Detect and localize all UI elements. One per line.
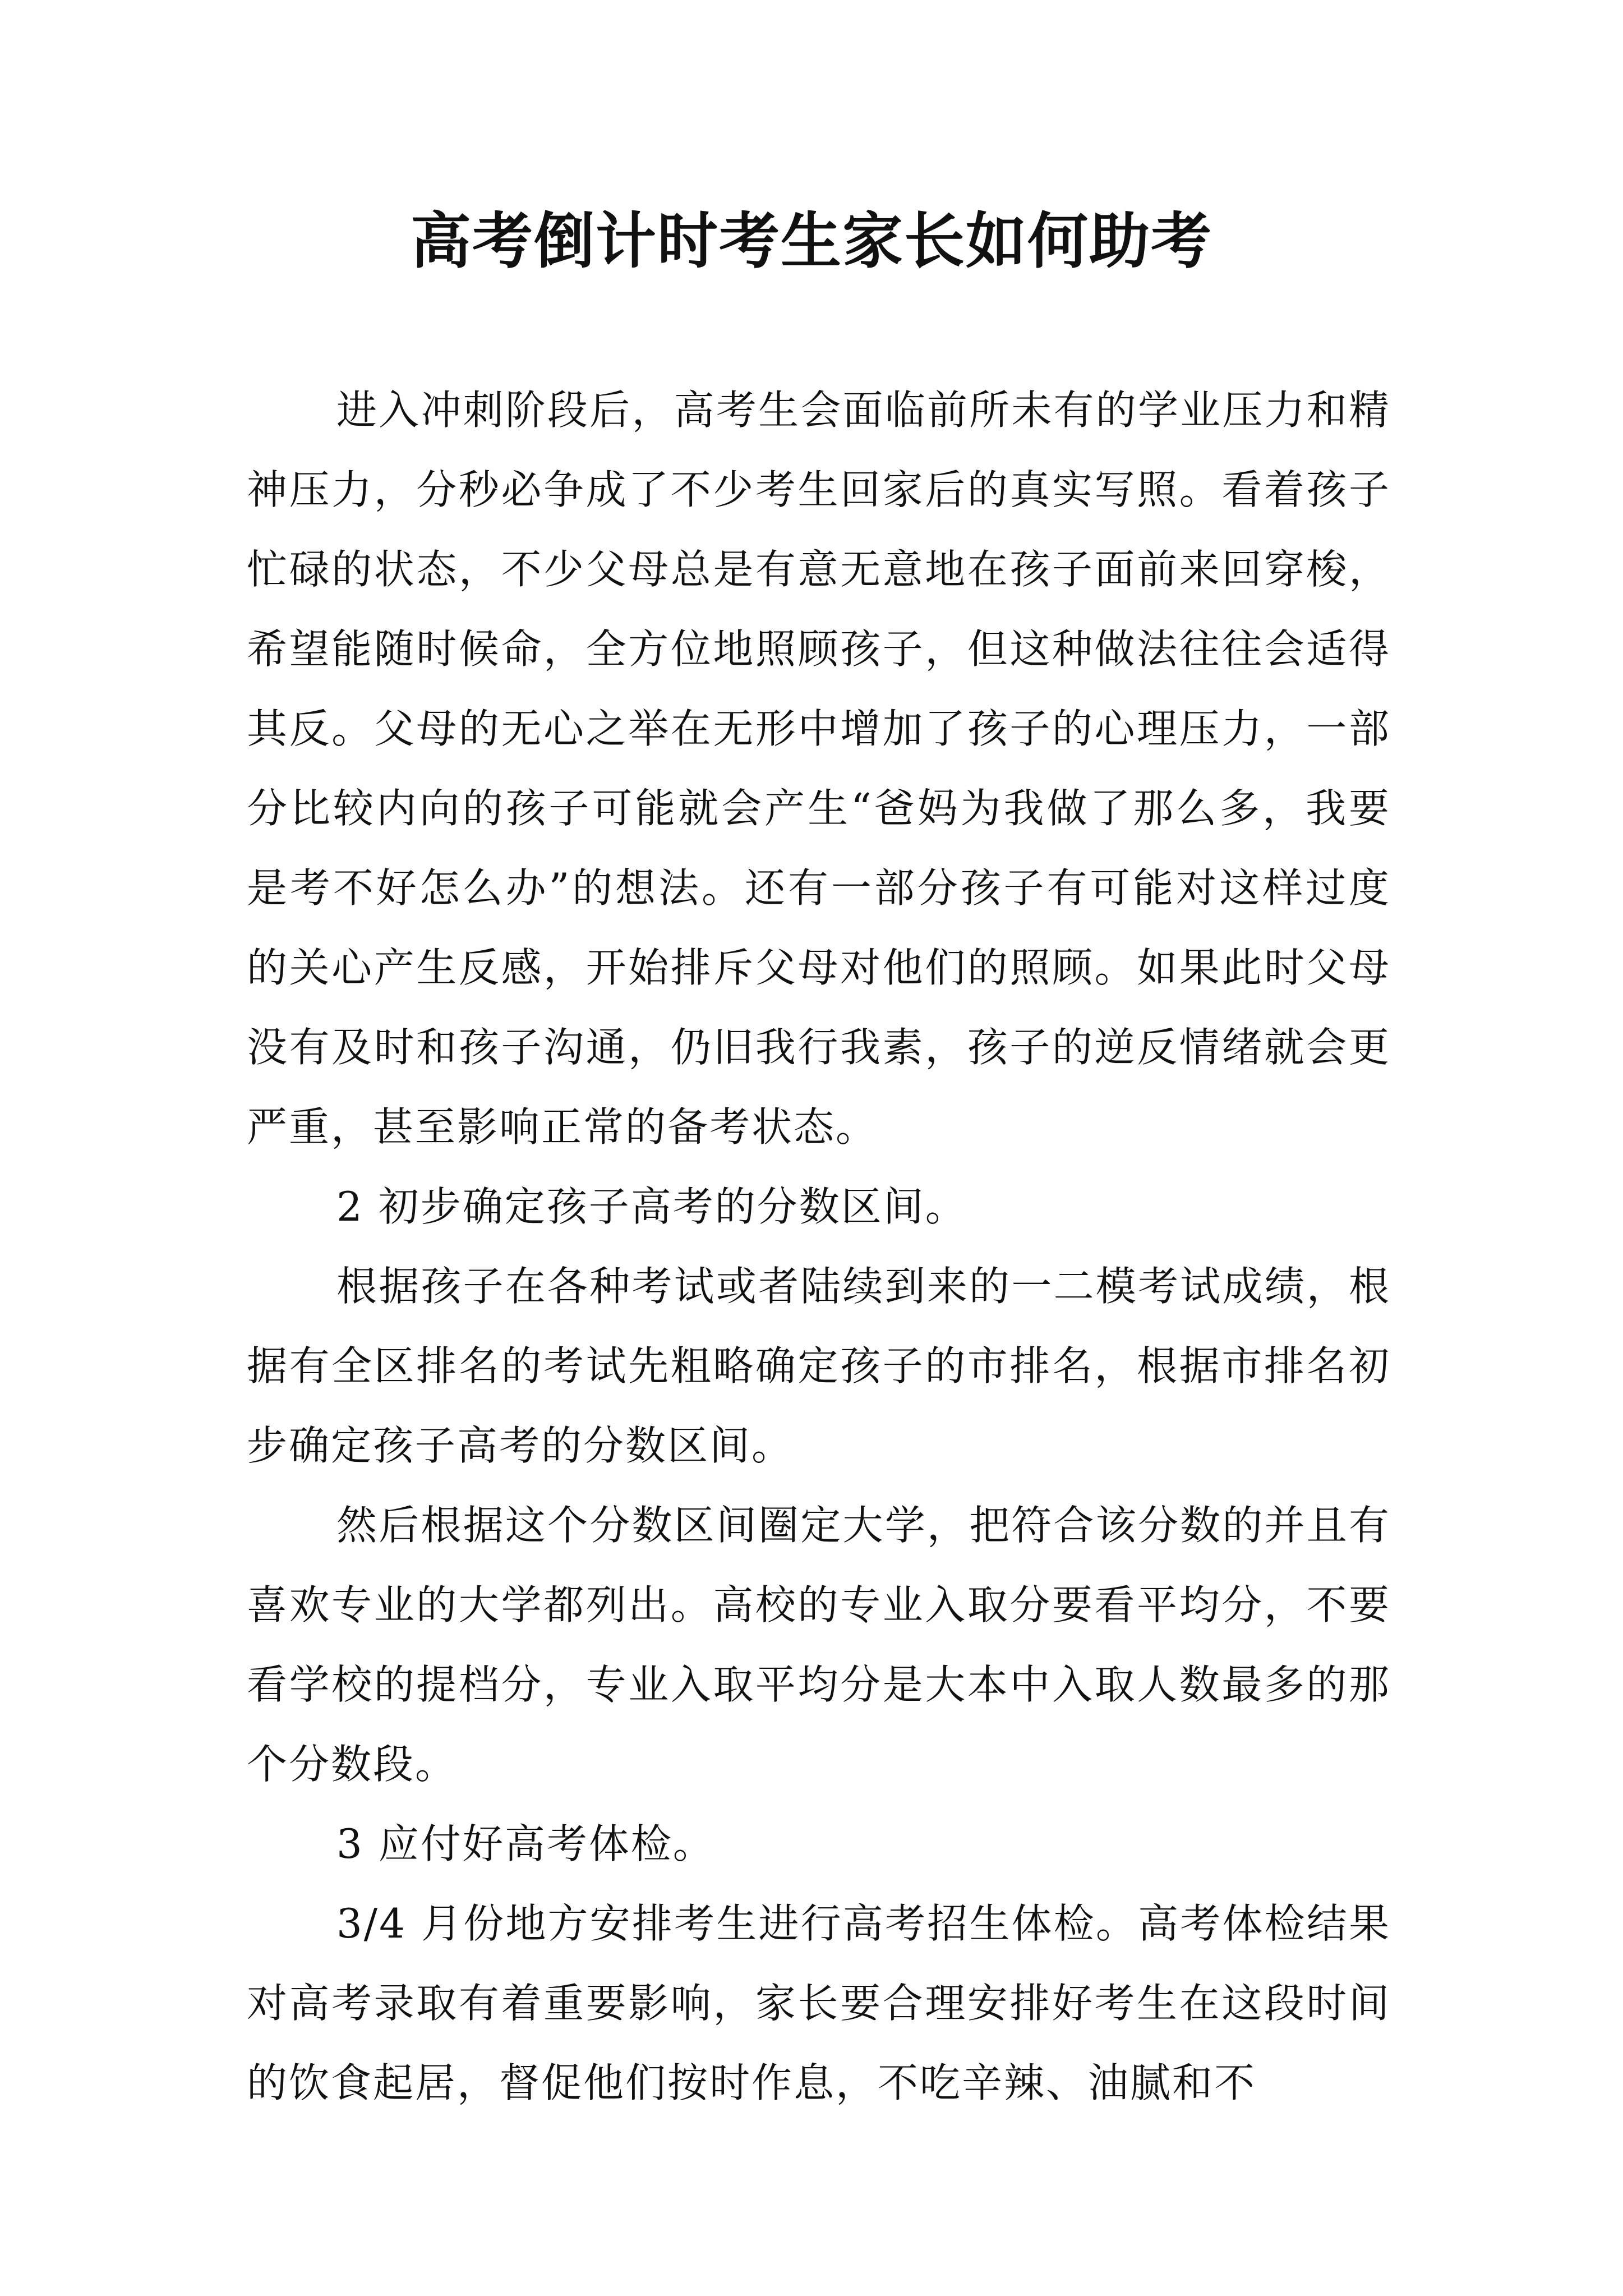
paragraph-physical-exam: 3/4 月份地方安排考生进行高考招生体检。高考体检结果对高考录取有着重要影响，家长要合理安排好考生在这段时间的饮食起居，督促他们按时作息，不吃辛辣、油腻和不 [247,1900,1391,2106]
document-title: 高考倒计时考生家长如何助考 [410,206,1212,277]
paragraph-university-selection: 然后根据这个分数区间圈定大学，把符合该分数的并且有喜欢专业的大学都列出。高校的专业入取分要看平均分，不要看学校的提档分，专业入取平均分是大本中入取人数最多的那个分数段。 [247,1502,1391,1788]
document-body [247,370,1391,2123]
paragraph-heading-2: 2 初步确定孩子高考的分数区间。 [336,1183,967,1230]
paragraph-heading-3: 3 应付好高考体检。 [336,1820,715,1867]
paragraph-score-range: 根据孩子在各种考试或者陆续到来的一二模考试成绩，根据有全区排名的考试先粗略确定孩子的市排名，根据市排名初步确定孩子高考的分数区间。 [247,1263,1391,1469]
paragraph-intro: 进入冲刺阶段后，高考生会面临前所未有的学业压力和精神压力，分秒必争成了不少考生回家后的真实写照。看着孩子忙碌的状态，不少父母总是有意无意地在孩子面前来回穿梭，希望能随时候命，全方位地照顾孩子，但这种做法往往会适得其反。父母的无心之举在无形中增加了孩子的心理压力，一部分比较内向的孩子可能就会产生“爸妈为我做了那么多，我要是考不好怎么办”的想法。还有一部分孩子有可能对这样过度的关心产生反感，开始排斥父母对他们的照顾。如果此时父母没有及时和孩子沟通，仍旧我行我素，孩子的逆反情绪就会更严重，甚至影响正常的备考状态。 [247,386,1391,1151]
